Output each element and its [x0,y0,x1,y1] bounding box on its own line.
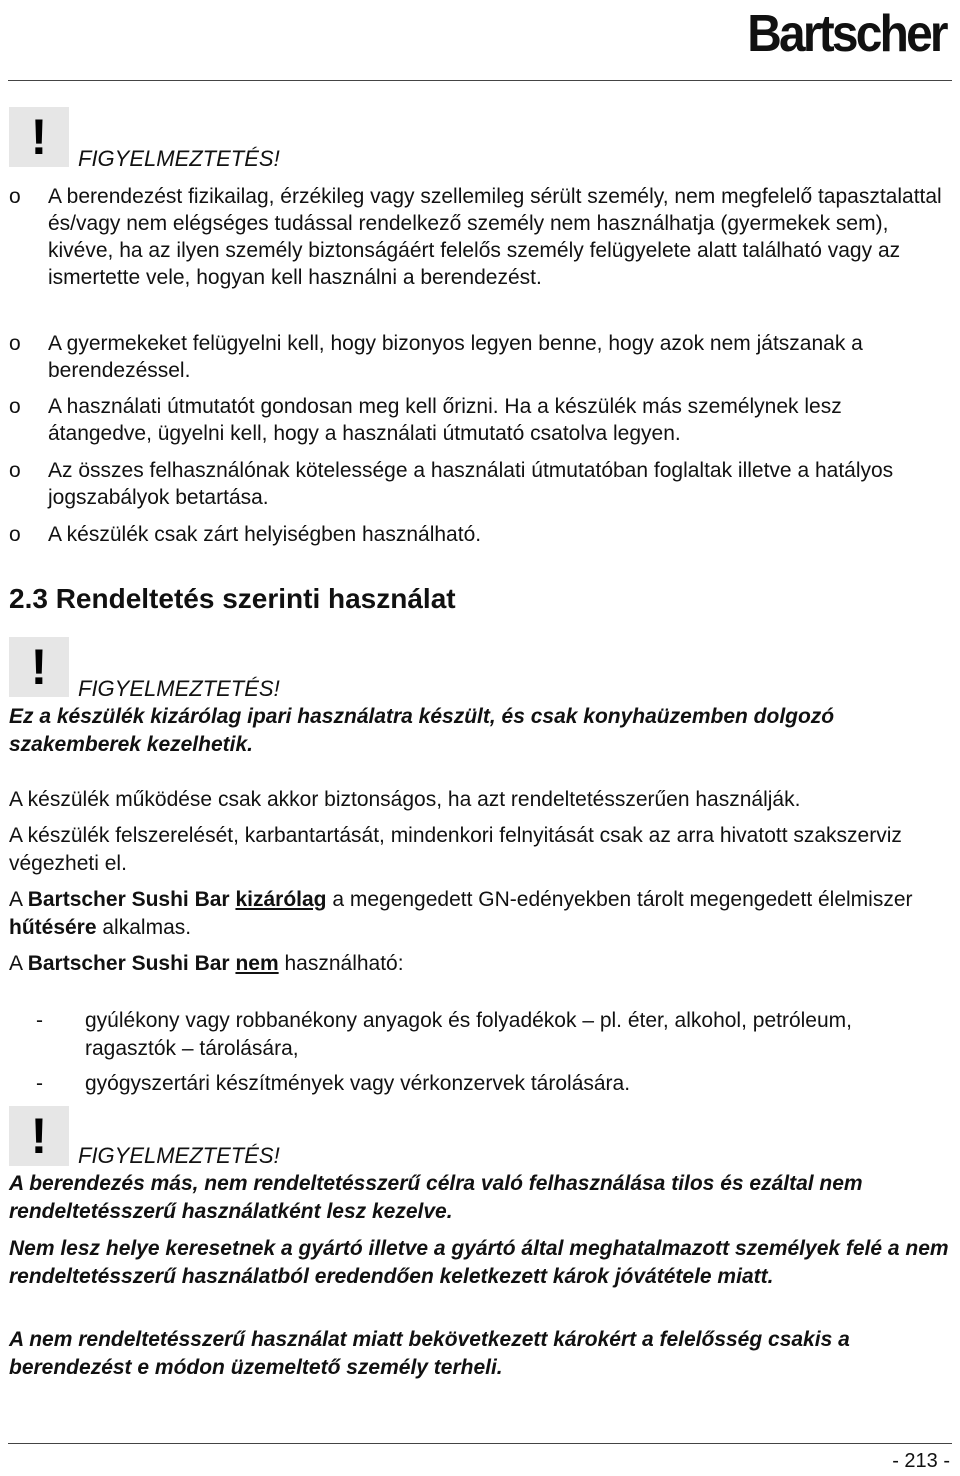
dash-marker: - [36,1009,43,1032]
list-item-text: A készülék csak zárt helyiségben használható. [48,523,482,546]
warning-text: Nem lesz helye keresetnek a gyártó illetve a gyártó által meghatalmazott személyek felé a nem rendeltetésszerű használatból eredendően keletkezett károk jóvátétele miatt. [9,1237,949,1288]
emphasis: nem [235,952,279,975]
bullet-marker: o [9,523,21,546]
dash-marker: - [36,1072,43,1095]
warning-icon: ! [9,1106,69,1166]
list-item-text: A berendezést fizikailag, érzékileg vagy szellemileg sérült személy, nem megfelelő tapasztalattal és/vagy nem elégséges tudással rendelkező személy nem használhatja (gyermekek sem), kivéve, ha az ilyen személy biztonságáért felelős személy felügyelete alatt található vagy az ismertette vele, hogyan kell használni a berendezést. [48,185,942,289]
emphasis: hűtésére [9,916,97,939]
list-item-text: gyúlékony vagy robbanékony anyagok és folyadékok – pl. éter, alkohol, petróleum, ragasztók – tárolására, [85,1009,852,1060]
list-item-text: gyógyszertári készítmények vagy vérkonzervek tárolására. [85,1072,631,1095]
warning-text: A nem rendeltetésszerű használat miatt bekövetkezett károkért a felelősség csakis a berendezést e módon üzemeltető személy terheli. [9,1328,850,1379]
emphasis: kizárólag [235,888,327,911]
bullet-marker: o [9,459,21,482]
paragraph: A készülék felszerelését, karbantartását, mindenkori felnyitását csak az arra hivatott szakszerviz végezheti el. [9,824,902,875]
bullet-marker: o [9,332,21,355]
section-heading: 2.3 Rendeltetés szerinti használat [9,583,456,614]
list-item [9,330,949,384]
warning-icon: ! [9,107,69,167]
list-item-text: A gyermekeket felügyelni kell, hogy bizonyos legyen benne, hogy azok nem játszanak a berendezéssel. [48,332,863,382]
bullet-marker: o [9,395,21,418]
paragraph: A Bartscher Sushi Bar nem használható: [9,952,404,975]
warning-title: FIGYELMEZTETÉS! [78,1143,280,1168]
footer-divider [8,1443,952,1444]
warning-text: A berendezés más, nem rendeltetésszerű célra való felhasználása tilos és ezáltal nem rendeltetésszerű használatként lesz kezelve. [9,1172,863,1223]
paragraph: A Bartscher Sushi Bar kizárólag a megengedett GN-edényekben tárolt megengedett élelmiszer hűtésére alkalmas. [9,888,913,939]
bullet-marker: o [9,185,21,208]
product-name: Bartscher Sushi Bar [27,888,230,911]
warning-title: FIGYELMEZTETÉS! [78,676,280,701]
list-item-text: A használati útmutatót gondosan meg kell őrizni. Ha a készülék más személynek lesz átangedve, ügyelni kell, hogy a használati útmutató csatolva legyen. [48,395,842,445]
product-name: Bartscher Sushi Bar [27,952,230,975]
list-item [9,521,949,548]
list-item [9,393,949,447]
page-number: - 213 - [892,1450,950,1472]
bartscher-logo: Bartscher [747,5,946,63]
warning-icon: ! [9,637,69,697]
header-divider [8,80,952,81]
list-item [9,183,949,291]
list-item-text: Az összes felhasználónak kötelessége a használati útmutatóban foglaltak illetve a hatályos jogszabályok betartása. [48,459,894,509]
list-item [9,457,949,511]
list-item [36,1007,936,1063]
warning-title: FIGYELMEZTETÉS! [78,146,280,171]
warning-text: Ez a készülék kizárólag ipari használatra készült, és csak konyhaüzemben dolgozó szakemberek kezelhetik. [9,705,835,756]
paragraph: A készülék működése csak akkor biztonságos, ha azt rendeltetésszerűen használják. [9,788,801,811]
list-item [36,1070,936,1098]
